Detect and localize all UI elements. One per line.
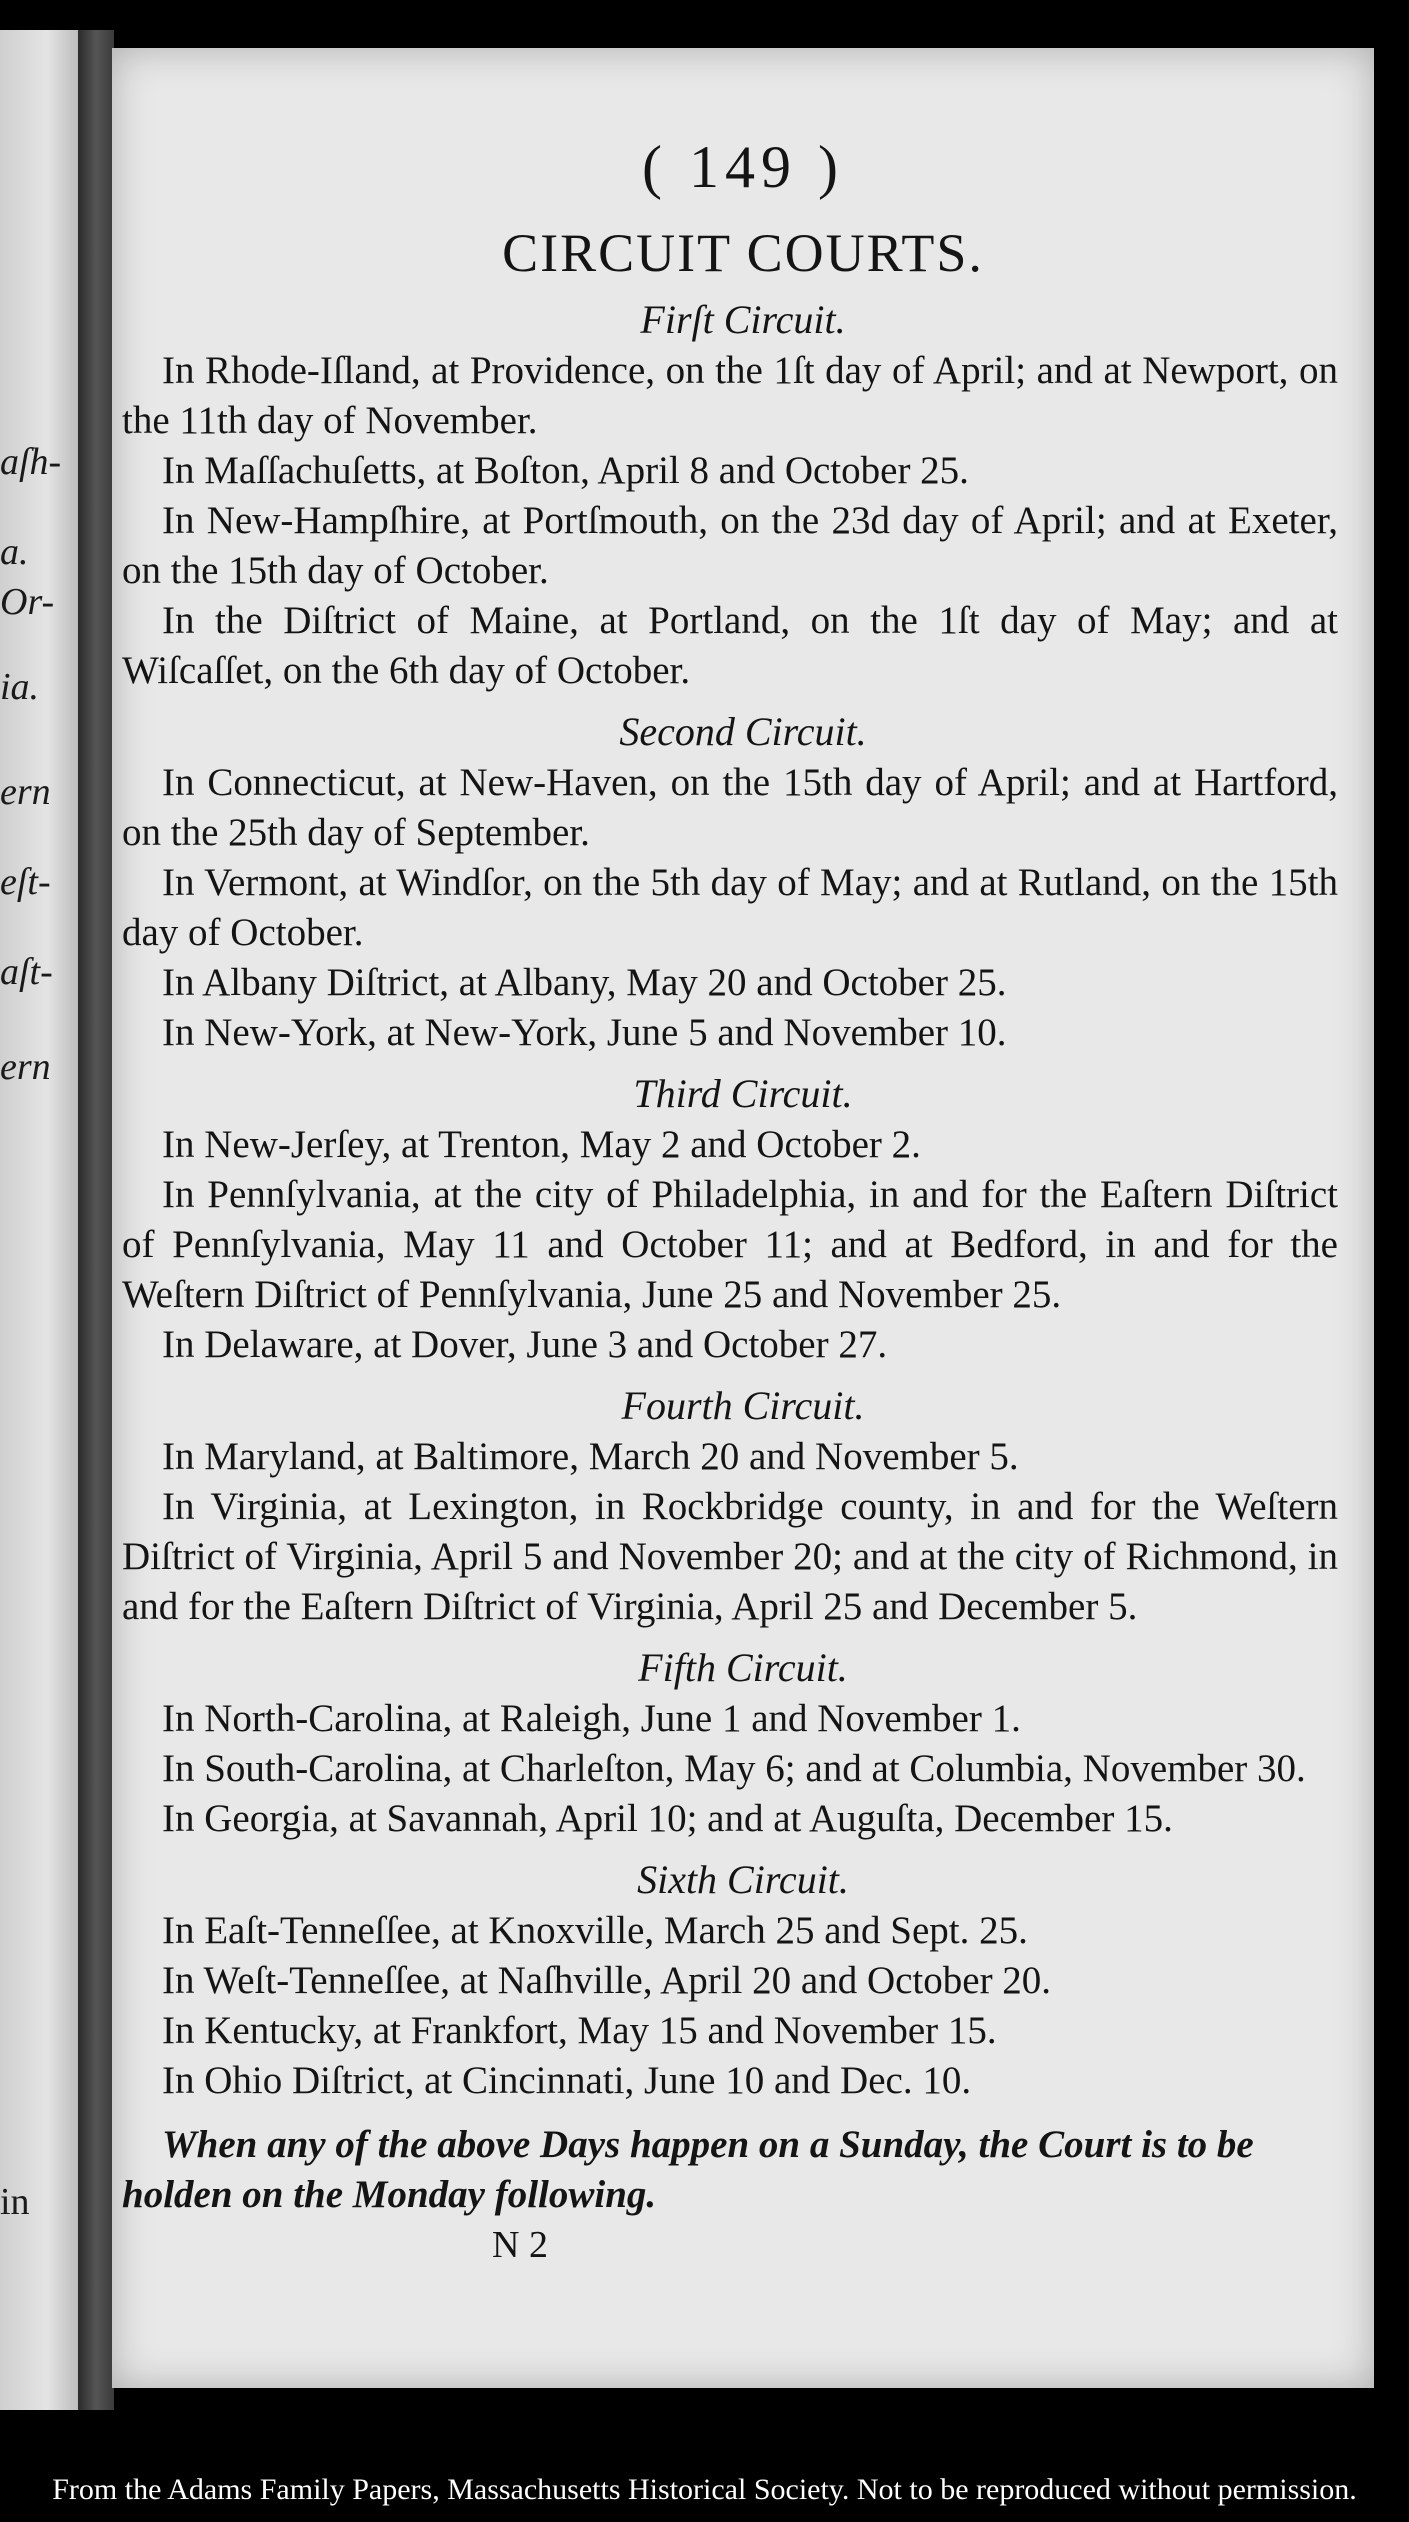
page-number: ( 149 ) [642, 134, 844, 200]
court-entry: In Delaware, at Dover, June 3 and October 27. [162, 1323, 888, 1366]
court-entry: In North-Carolina, at Raleigh, June 1 and November 1. [162, 1697, 1021, 1740]
circuit-heading: Sixth Circuit. [637, 1857, 849, 1902]
court-entry: In Connecticut, at New-Haven, on the 15th day of April; and at Hartford, on the 25th day of September. [122, 761, 1338, 854]
court-entry: In Maſſachuſetts, at Boſton, April 8 and October 25. [162, 449, 969, 492]
court-entry: In Albany Diſtrict, at Albany, May 20 and October 25. [162, 961, 1007, 1004]
court-entry: In Rhode-Iſland, at Providence, on the 1ſt day of April; and at Newport, on the 11th day of November. [122, 349, 1338, 442]
court-entry: In Kentucky, at Frankfort, May 15 and November 15. [162, 2009, 997, 2052]
copyright-footer: From the Adams Family Papers, Massachusetts Historical Society. Not to be reproduced without permission. [52, 2473, 1357, 2506]
adjacent-left-page [0, 30, 78, 2410]
page-title: CIRCUIT COURTS. [502, 223, 984, 283]
court-entry: In New-Hampſhire, at Portſmouth, on the 23d day of April; and at Exeter, on the 15th day of October. [122, 499, 1338, 592]
circuit-heading: Fourth Circuit. [621, 1383, 865, 1428]
court-entry: In New-York, at New-York, June 5 and November 10. [162, 1011, 1007, 1054]
left-page-fragment: Or- [0, 581, 55, 623]
circuit-heading: Fifth Circuit. [638, 1645, 848, 1690]
court-entry: In Georgia, at Savannah, April 10; and at Auguſta, December 15. [162, 1797, 1173, 1840]
court-entry: In Vermont, at Windſor, on the 5th day of May; and at Rutland, on the 15th day of October. [122, 861, 1338, 954]
sunday-note: When any of the above Days happen on a Sunday, the Court is to be holden on the Monday following. [122, 2123, 1254, 2216]
court-entry: In Pennſylvania, at the city of Philadelphia, in and for the Eaſtern Diſtrict of Pennſylvania, May 11 and October 11; and at Bedford, in and for the Weſtern Diſtrict of Pennſylvania, June 25 and November 25. [122, 1173, 1338, 1316]
court-entry: In South-Carolina, at Charleſton, May 6; and at Columbia, November 30. [162, 1747, 1306, 1790]
court-entry: In the Diſtrict of Maine, at Portland, on the 1ſt day of May; and at Wiſcaſſet, on the 6th day of October. [122, 599, 1338, 692]
court-entry: In Weſt-Tenneſſee, at Naſhville, April 20 and October 20. [162, 1959, 1052, 2002]
left-page-fragment: a. [0, 531, 29, 573]
book-spine [78, 30, 114, 2410]
signature-mark: N 2 [492, 2224, 548, 2266]
left-page-fragment: eſt- [0, 861, 51, 903]
circuit-heading: Firſt Circuit. [640, 297, 846, 342]
document-page [112, 48, 1374, 2388]
circuit-heading: Third Circuit. [633, 1071, 853, 1116]
court-entry: In Maryland, at Baltimore, March 20 and November 5. [162, 1435, 1019, 1478]
left-page-fragment: in [0, 2181, 30, 2223]
court-entry: In New-Jerſey, at Trenton, May 2 and October 2. [162, 1123, 921, 1166]
left-page-fragment: aſh- [0, 441, 62, 483]
court-entry: In Ohio Diſtrict, at Cincinnati, June 10 and Dec. 10. [162, 2059, 972, 2102]
circuit-heading: Second Circuit. [619, 709, 867, 754]
left-page-fragment: ern [0, 771, 51, 813]
court-entry: In Eaſt-Tenneſſee, at Knoxville, March 25 and Sept. 25. [162, 1909, 1028, 1952]
left-page-fragment: aſt- [0, 951, 53, 993]
left-page-fragment: ern [0, 1046, 51, 1088]
court-entry: In Virginia, at Lexington, in Rockbridge county, in and for the Weſtern Diſtrict of Virginia, April 5 and November 20; and at the city of Richmond, in and for the Eaſtern Diſtrict of Virginia, April 25 and December 5. [122, 1485, 1338, 1628]
circuit-list [112, 294, 1374, 2106]
left-page-fragment: ia. [0, 666, 40, 708]
